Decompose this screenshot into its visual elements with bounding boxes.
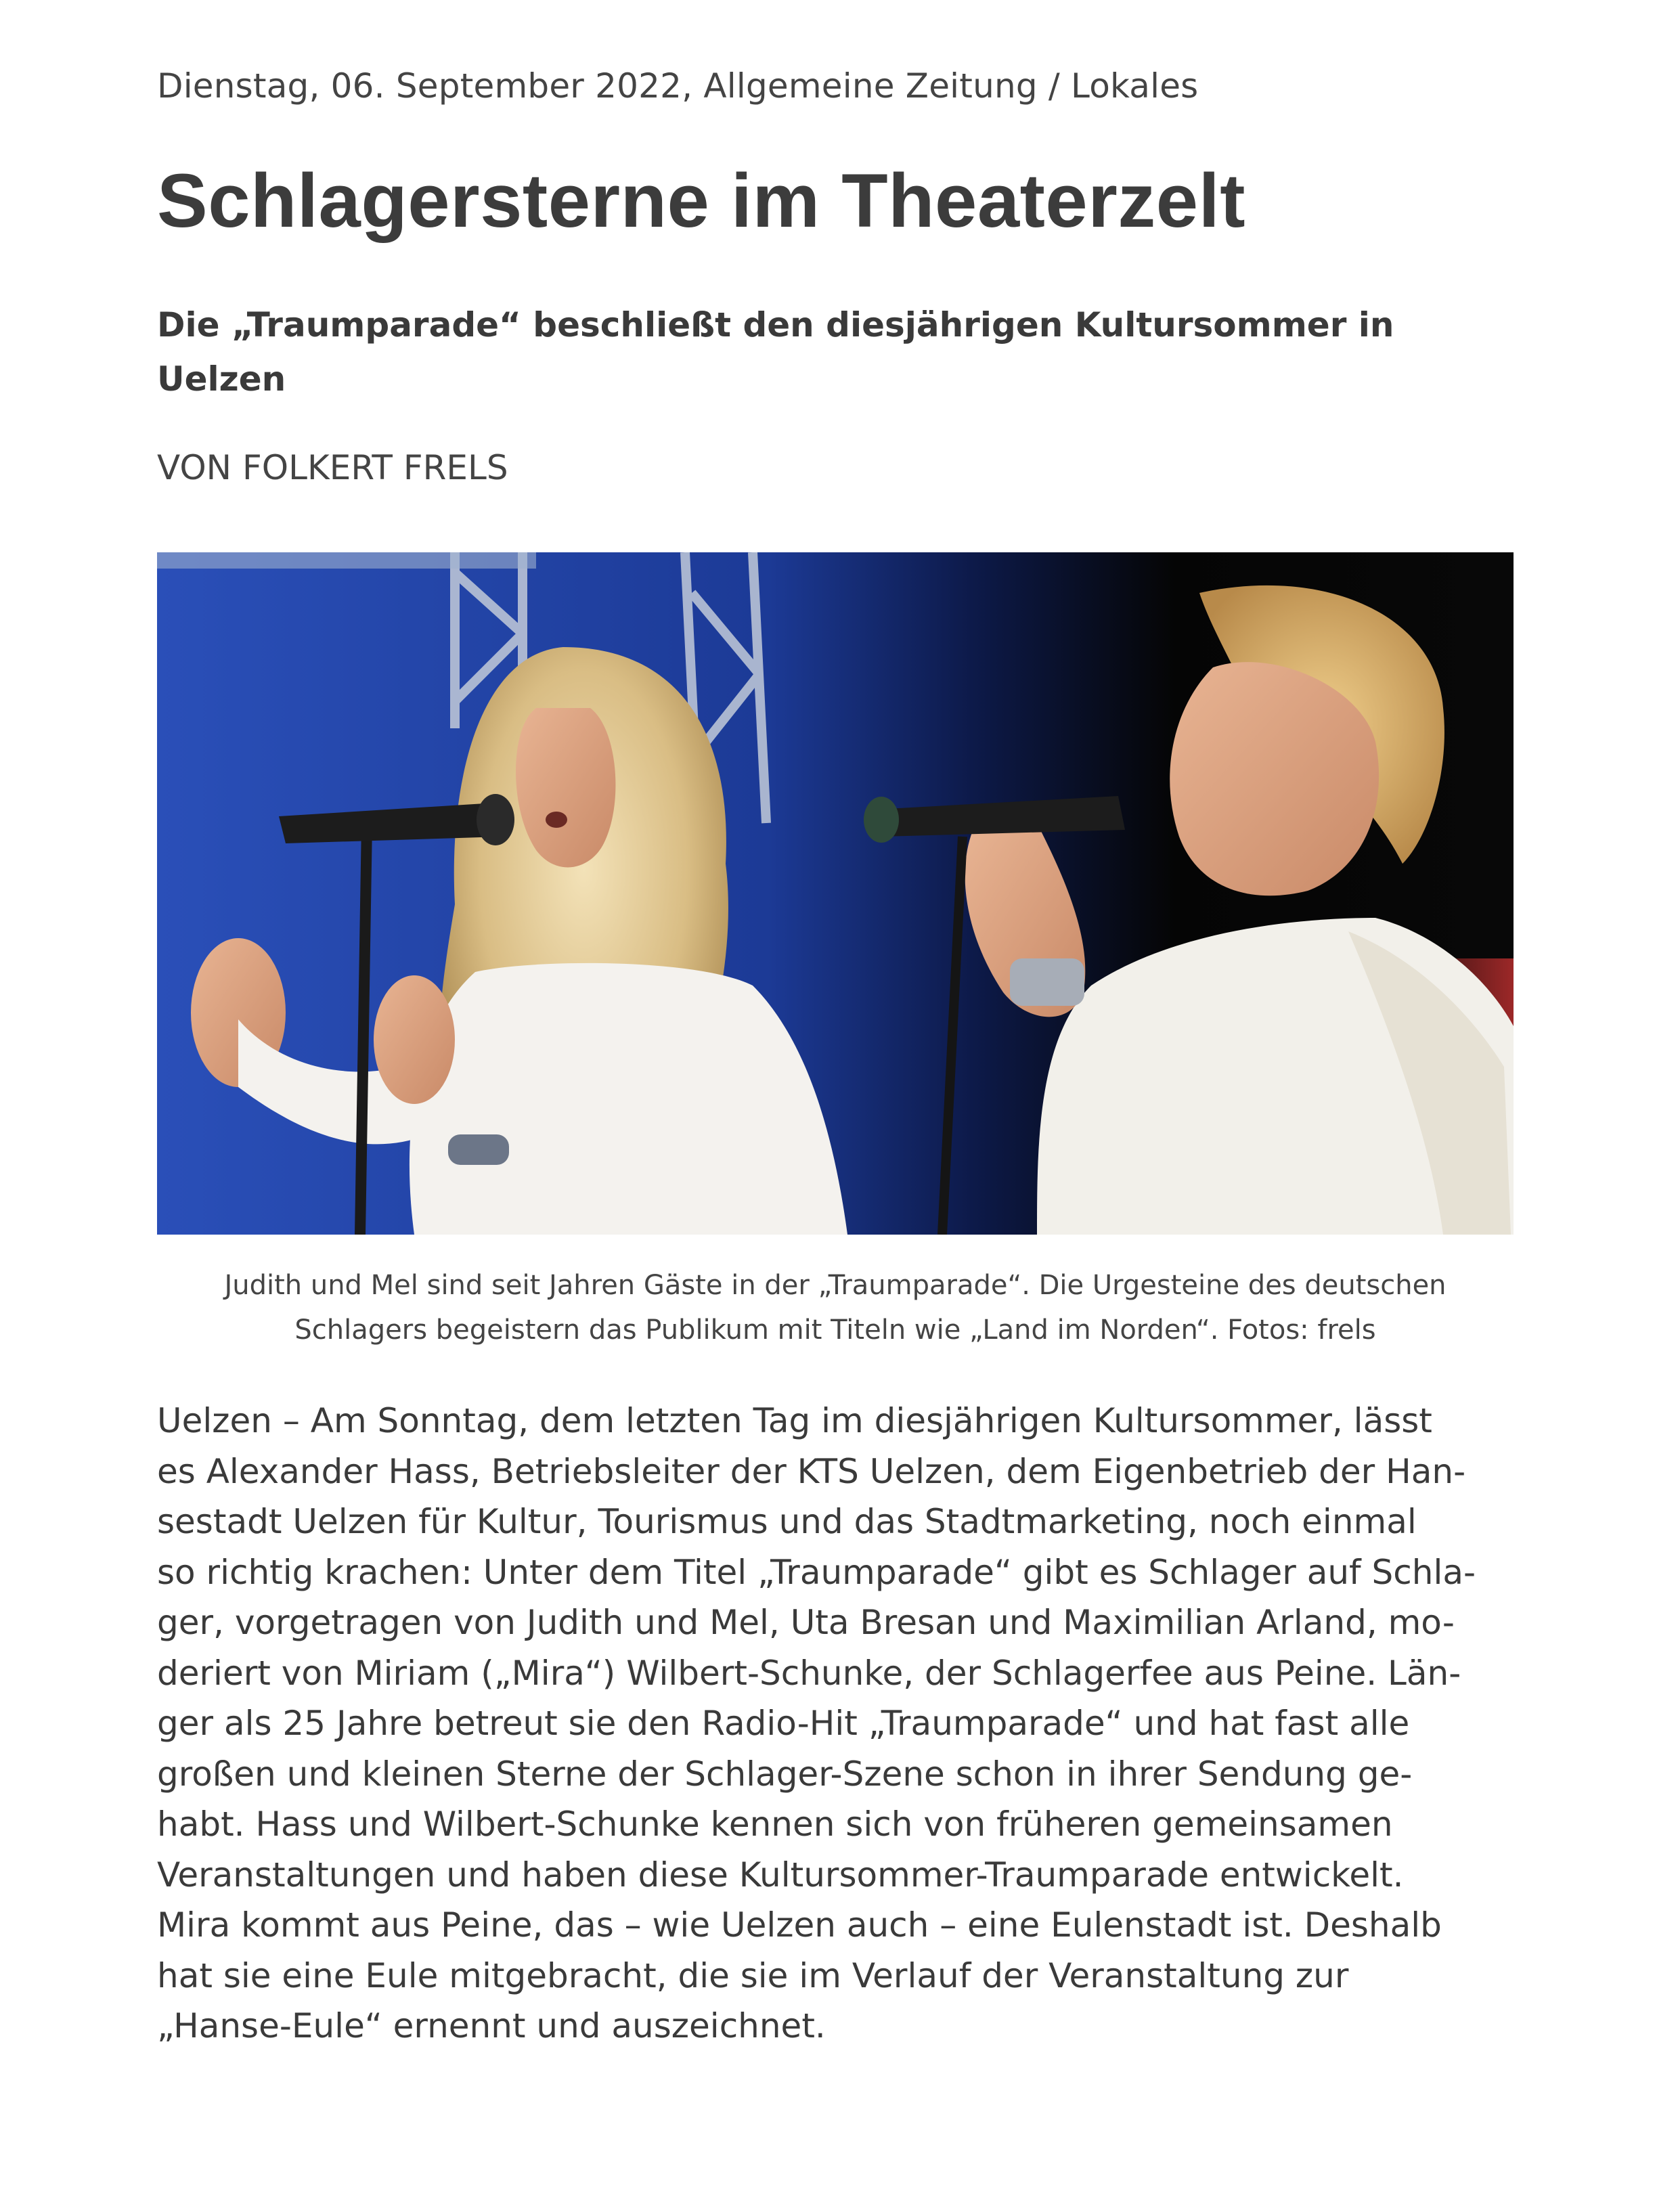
article-photo xyxy=(157,552,1514,1235)
article-byline: VON FOLKERT FRELS xyxy=(157,448,508,487)
body-line: es Alexander Hass, Betriebsleiter der KTS Uelzen, dem Eigenbetrieb der Han- xyxy=(157,1451,1466,1491)
body-line: so richtig krachen: Unter dem Titel „Traumparade“ gibt es Schlager auf Schla- xyxy=(157,1552,1476,1592)
caption-line: Schlagers begeistern das Publikum mit Titeln wie „Land im Norden“. Fotos: frels xyxy=(294,1314,1376,1346)
body-line: habt. Hass und Wilbert-Schunke kennen sich von früheren gemeinsamen xyxy=(157,1805,1393,1844)
body-line: „Hanse-Eule“ ernennt und auszeichnet. xyxy=(157,2006,826,2045)
article-subheadline: Die „Traumparade“ beschließt den diesjährigen Kultursommer in Uelzen xyxy=(157,305,1394,399)
body-line: deriert von Miriam („Mira“) Wilbert-Schunke, der Schlagerfee aus Peine. Län- xyxy=(157,1653,1461,1693)
body-line: Mira kommt aus Peine, das – wie Uelzen auch – eine Eulenstadt ist. Deshalb xyxy=(157,1905,1442,1945)
body-line: Veranstaltungen und haben diese Kultursommer-Traumparade entwickelt. xyxy=(157,1855,1404,1895)
body-line: sestadt Uelzen für Kultur, Tourismus und das Stadtmarketing, noch einmal xyxy=(157,1502,1417,1541)
body-line: hat sie eine Eule mitgebracht, die sie im Verlauf der Veranstaltung zur xyxy=(157,1955,1349,1995)
body-line: ger, vorgetragen von Judith und Mel, Uta Bresan und Maximilian Arland, mo- xyxy=(157,1603,1455,1642)
body-line: großen und kleinen Sterne der Schlager-Szene schon in ihrer Sendung ge- xyxy=(157,1754,1413,1794)
photo-caption xyxy=(157,1263,1514,1352)
article-dateline: Dienstag, 06. September 2022, Allgemeine Zeitung / Lokales xyxy=(157,66,1199,106)
body-line: ger als 25 Jahre betreut sie den Radio-Hit „Traumparade“ und hat fast alle xyxy=(157,1704,1410,1743)
article-headline: Schlagersterne im Theaterzelt xyxy=(157,158,1245,243)
article-body xyxy=(157,1396,1518,2052)
caption-line: Judith und Mel sind seit Jahren Gäste in der „Traumparade“. Die Urgesteine des deutschen xyxy=(224,1270,1447,1301)
body-line: Uelzen – Am Sonntag, dem letzten Tag im diesjährigen Kultursommer, lässt xyxy=(157,1401,1432,1440)
